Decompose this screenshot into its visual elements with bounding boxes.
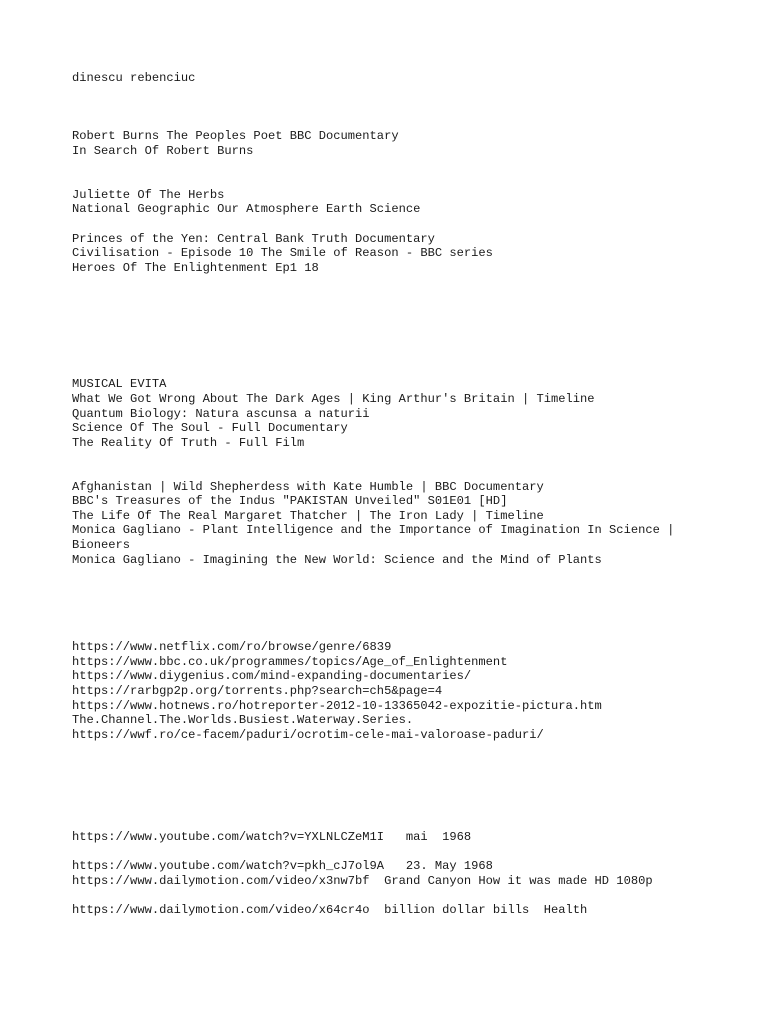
text-line: National Geographic Our Atmosphere Earth Science [72, 202, 421, 217]
text-block [72, 129, 712, 187]
blank-line [72, 319, 712, 334]
text-line: Monica Gagliano - Imagining the New World: Science and the Mind of Plants [72, 552, 602, 567]
text-line: Quantum Biology: Natura ascunsa a naturii [72, 406, 370, 421]
blank-line [72, 275, 712, 290]
text-line: https://www.youtube.com/watch?v=YXLNLCZeM1I mai 1968 [72, 829, 472, 844]
text-line: Heroes Of The Enlightenment Ep1 18 [72, 260, 319, 275]
text-line: dinescu rebenciuc [72, 71, 196, 85]
text-line: https://www.dailymotion.com/video/x64cr4o billion dollar bills Health [72, 902, 588, 917]
blank-line [72, 801, 712, 816]
text-line: MUSICAL EVITA [72, 377, 167, 392]
text-block [72, 859, 712, 903]
text-line: Monica Gagliano - Plant Intelligence and the Importance of Imagination In Science | [72, 523, 675, 538]
text-line: https://rarbgp2p.org/torrents.php?search=ch5&page=4 [72, 683, 443, 698]
blank-line [72, 757, 712, 772]
text-block [72, 71, 712, 129]
text-line: Afghanistan | Wild Shepherdess with Kate Humble | BBC Documentary [72, 479, 544, 494]
text-line: https://www.bbc.co.uk/programmes/topics/Age_of_Enlightenment [72, 654, 508, 669]
blank-line [72, 844, 712, 859]
blank-line [72, 450, 712, 465]
text-line: BBC's Treasures of the Indus "PAKISTAN Unveiled" S01E01 [HD] [72, 494, 508, 509]
text-line: https://www.youtube.com/watch?v=pkh_cJ7ol9A 23. May 1968 [72, 859, 493, 874]
text-line: The Reality Of Truth - Full Film [72, 435, 305, 450]
text-block [72, 903, 712, 918]
text-line: Bioneers [72, 538, 131, 552]
text-line: https://www.diygenius.com/mind-expanding-documentaries/ [72, 669, 472, 684]
blank-line [72, 611, 712, 626]
blank-line [72, 334, 712, 349]
blank-line [72, 582, 712, 597]
blank-line [72, 173, 712, 188]
blank-line [72, 888, 712, 903]
blank-line [72, 596, 712, 611]
blank-line [72, 159, 712, 174]
blank-line [72, 626, 712, 641]
text-block [72, 188, 712, 232]
blank-line [72, 772, 712, 787]
text-block [72, 480, 712, 641]
text-line: Science Of The Soul - Full Documentary [72, 421, 348, 436]
text-block [72, 640, 712, 830]
text-block [72, 830, 712, 859]
text-line: Civilisation - Episode 10 The Smile of Reason - BBC series [72, 246, 493, 261]
text-block [72, 377, 712, 479]
blank-line [72, 86, 712, 101]
blank-line [72, 290, 712, 305]
blank-line [72, 115, 712, 130]
blank-line [72, 465, 712, 480]
blank-line [72, 786, 712, 801]
text-line: The.Channel.The.Worlds.Busiest.Waterway.Series. [72, 713, 414, 728]
blank-line [72, 815, 712, 830]
blank-line [72, 567, 712, 582]
blank-line [72, 100, 712, 115]
blank-line [72, 363, 712, 378]
text-block [72, 232, 712, 378]
text-line: https://www.hotnews.ro/hotreporter-2012-10-13365042-expozitie-pictura.htm [72, 698, 602, 713]
text-line: https://www.dailymotion.com/video/x3nw7bf Grand Canyon How it was made HD 1080p [72, 873, 653, 888]
text-line: https://wwf.ro/ce-facem/paduri/ocrotim-cele-mai-valoroase-paduri/ [72, 727, 544, 742]
text-line: In Search Of Robert Burns [72, 143, 254, 158]
blank-line [72, 742, 712, 757]
blank-line [72, 217, 712, 232]
document-body [72, 71, 712, 917]
blank-line [72, 348, 712, 363]
blank-line [72, 305, 712, 320]
text-line: The Life Of The Real Margaret Thatcher | The Iron Lady | Timeline [72, 508, 544, 523]
text-line: Princes of the Yen: Central Bank Truth Documentary [72, 231, 435, 246]
text-line: What We Got Wrong About The Dark Ages | King Arthur's Britain | Timeline [72, 392, 595, 407]
text-line: Juliette Of The Herbs [72, 187, 225, 202]
text-line: https://www.netflix.com/ro/browse/genre/6839 [72, 640, 392, 655]
text-line: Robert Burns The Peoples Poet BBC Documentary [72, 129, 399, 144]
